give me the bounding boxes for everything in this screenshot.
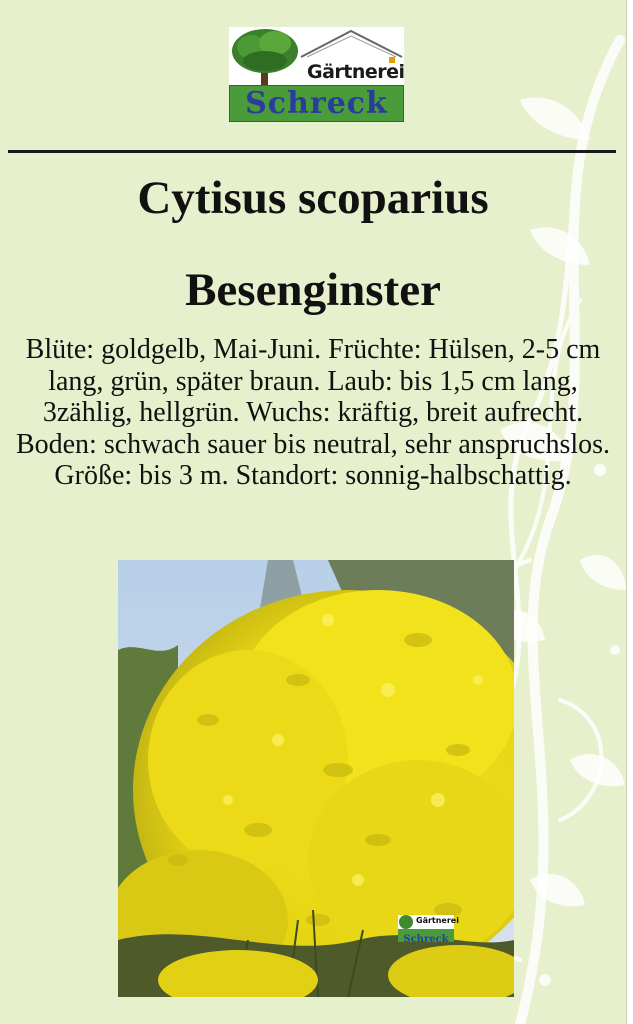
broom-shrub-image (118, 560, 514, 997)
logo-text-schreck: Schreck (245, 86, 388, 121)
plant-common-name: Besenginster (185, 264, 441, 316)
watermark-text-gaertnerei: Gärtnerei (416, 916, 459, 925)
photo-watermark-logo (398, 915, 459, 947)
nursery-logo (229, 27, 404, 122)
page-edge (626, 0, 633, 1024)
plant-photo (118, 560, 514, 997)
logo-text-gaertnerei: Gärtnerei (307, 61, 405, 83)
house-icon (299, 27, 404, 63)
logo-name-banner (229, 85, 404, 122)
watermark-text-schreck: Schreck (403, 934, 449, 945)
plant-latin-name: Cytisus scoparius (137, 172, 489, 224)
tree-icon (229, 27, 301, 87)
tree-icon (399, 915, 413, 929)
watermark-banner (398, 929, 454, 945)
divider-line (8, 150, 616, 153)
plant-description: Blüte: goldgelb, Mai-Juni. Früchte: Hülsen, 2-5 cm lang, grün, später braun. Laub: bis 1,5 cm lang, 3zählig, hellgrün. Wuchs: kräftig, breit aufrecht. Boden: schwach sauer bis neutral, sehr anspruchslos. Größe: bis 3 m. Standort: sonnig-halbschattig. (15, 334, 611, 491)
